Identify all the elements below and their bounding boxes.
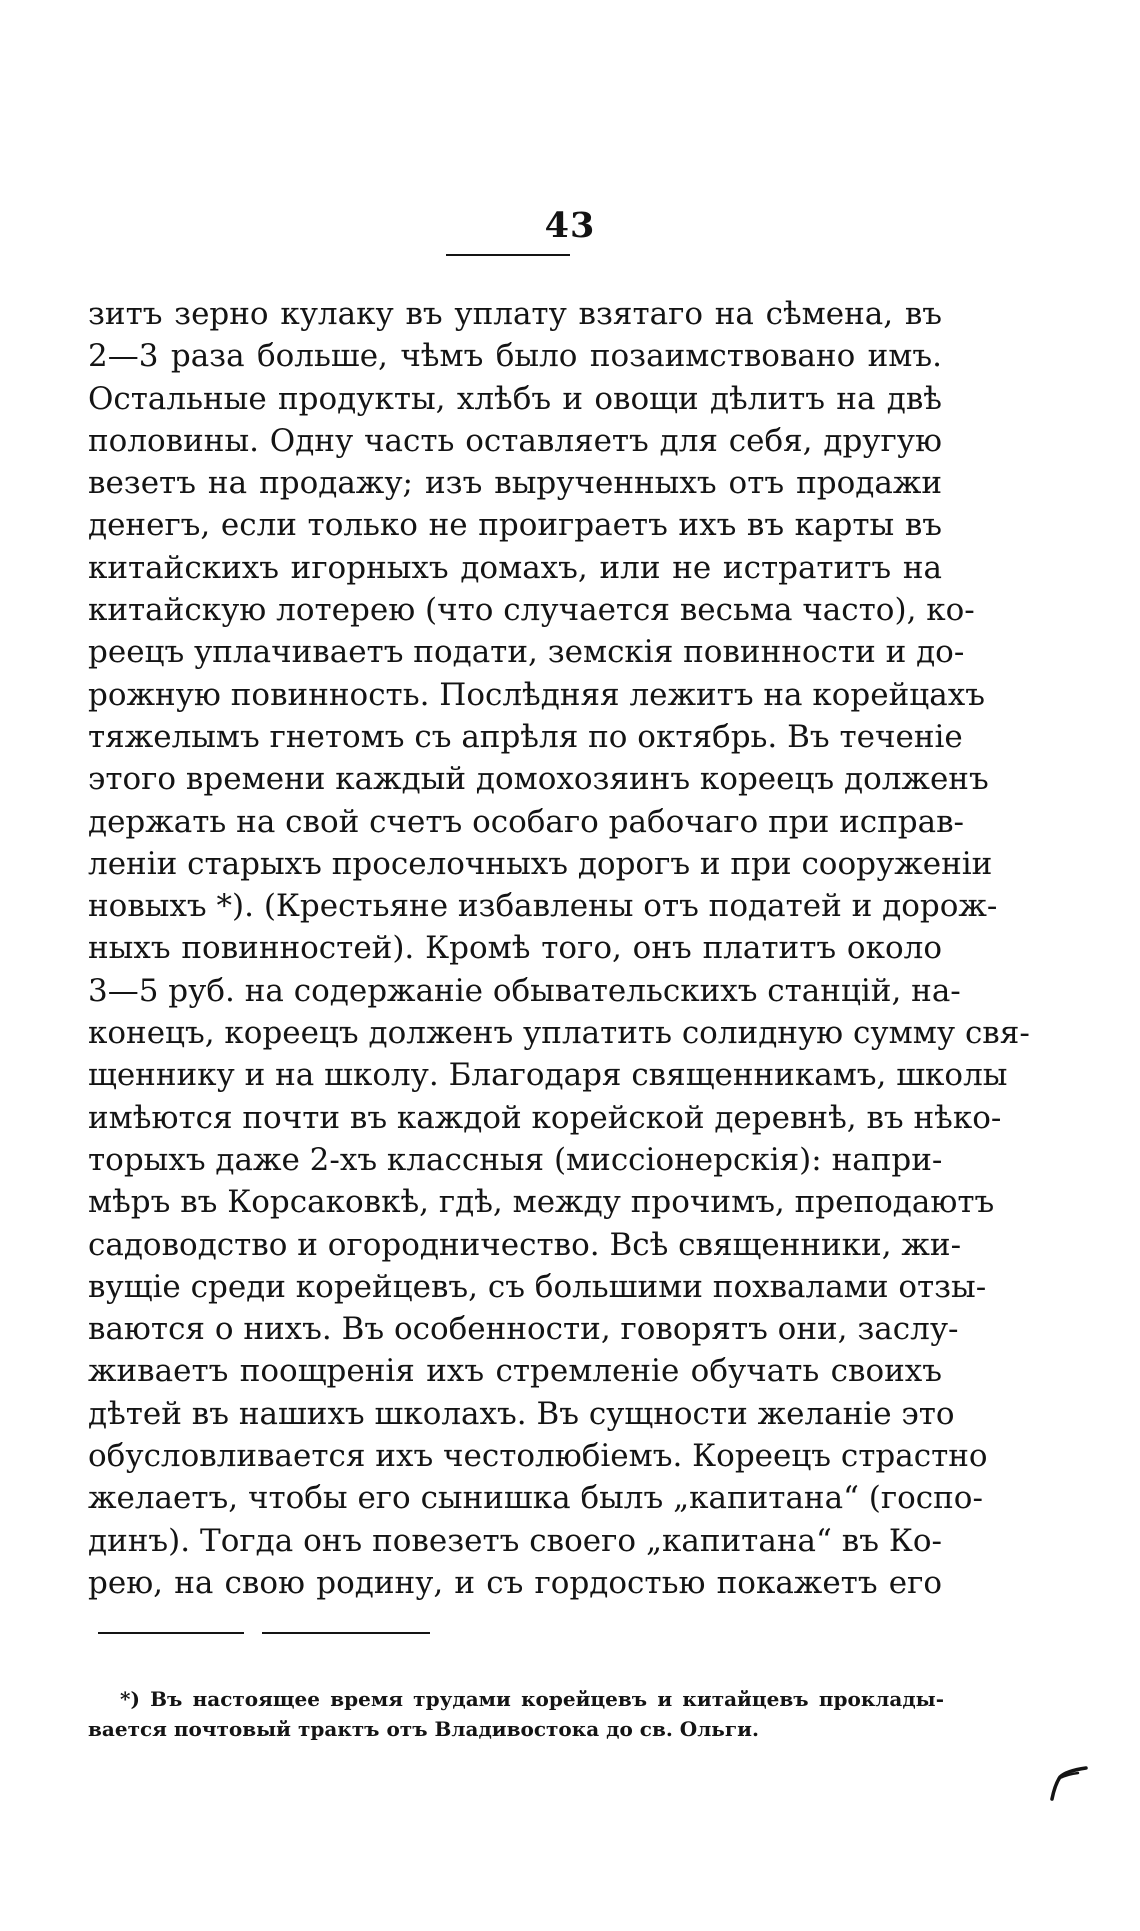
footnote-separator <box>262 1632 430 1634</box>
body-text <box>88 293 1030 1604</box>
text-line: китайскую лотерею (что случается весьма часто), ко- <box>88 592 975 629</box>
text-line: вущіе среди корейцевъ, съ большими похвалами отзы- <box>88 1268 987 1305</box>
text-line: динъ). Тогда онъ повезетъ своего „капитана“ въ Ко- <box>88 1522 942 1559</box>
text-line: тяжелымъ гнетомъ съ апрѣля по октябрь. Въ теченіе <box>88 718 963 755</box>
text-line: дѣтей въ нашихъ школахъ. Въ сущности желаніе это <box>88 1395 955 1432</box>
text-line: конецъ, кореецъ долженъ уплатить солидную сумму свя- <box>88 1015 1030 1052</box>
text-line: торыхъ даже 2-хъ классныя (миссіонерскія): напри- <box>88 1141 943 1178</box>
text-line: рожную повинность. Послѣдняя лежитъ на корейцахъ <box>88 676 985 713</box>
text-line: щеннику и на школу. Благодаря священникамъ, школы <box>88 1057 1008 1094</box>
text-line: садоводство и огородничество. Всѣ священники, жи- <box>88 1226 962 1263</box>
text-line: новыхъ *). (Крестьяне избавлены отъ податей и дорож- <box>88 888 998 925</box>
text-line: мѣръ въ Корсаковкѣ, гдѣ, между прочимъ, преподаютъ <box>88 1184 995 1221</box>
text-line: 3—5 руб. на содержаніе обывательскихъ станцій, на- <box>88 972 961 1009</box>
text-line: половины. Одну часть оставляетъ для себя, другую <box>88 422 942 459</box>
text-line: ваются о нихъ. Въ особенности, говорятъ они, заслу- <box>88 1311 959 1348</box>
footnote-separator <box>98 1632 244 1634</box>
text-line: везетъ на продажу; изъ вырученныхъ отъ продажи <box>88 465 942 502</box>
text-line: обусловливается ихъ честолюбіемъ. Кореецъ страстно <box>88 1438 988 1475</box>
footnote-line: *) Въ настоящее время трудами корейцевъ и китайцевъ проклады- <box>120 1687 944 1711</box>
text-line: зитъ зерно кулаку въ уплату взятаго на сѣмена, въ <box>88 296 942 332</box>
footnote-line: вается почтовый трактъ отъ Владивостока до св. Ольги. <box>88 1717 759 1741</box>
text-line: китайскихъ игорныхъ домахъ, или не истратитъ на <box>88 549 942 586</box>
text-line: имѣются почти въ каждой корейской деревнѣ, въ нѣко- <box>88 1099 1002 1136</box>
text-line: леніи старыхъ проселочныхъ дорогъ и при сооруженіи <box>88 845 993 882</box>
text-line: реецъ уплачиваетъ подати, земскія повинности и до- <box>88 634 965 671</box>
page-number-rule <box>446 254 570 256</box>
text-line: ныхъ повинностей). Кромѣ того, онъ платитъ около <box>88 930 942 967</box>
text-line: желаетъ, чтобы его сынишка былъ „капитана“ (госпо- <box>88 1480 983 1517</box>
page-number: 43 <box>544 205 596 246</box>
text-line: держать на свой счетъ особаго рабочаго при исправ- <box>88 803 965 840</box>
text-line: этого времени каждый домохозяинъ кореецъ долженъ <box>88 761 989 798</box>
text-line: Остальные продукты, хлѣбъ и овощи дѣлитъ на двѣ <box>88 380 942 417</box>
text-line: рею, на свою родину, и съ гордостью покажетъ его <box>88 1564 942 1601</box>
text-line: живаетъ поощренія ихъ стремленіе обучать своихъ <box>88 1353 942 1390</box>
pencil-mark-icon <box>1048 1765 1088 1801</box>
text-line: денегъ, если только не проиграетъ ихъ въ карты въ <box>88 507 942 544</box>
footnote <box>88 1684 944 1744</box>
text-line: 2—3 раза больше, чѣмъ было позаимствовано имъ. <box>88 338 942 375</box>
